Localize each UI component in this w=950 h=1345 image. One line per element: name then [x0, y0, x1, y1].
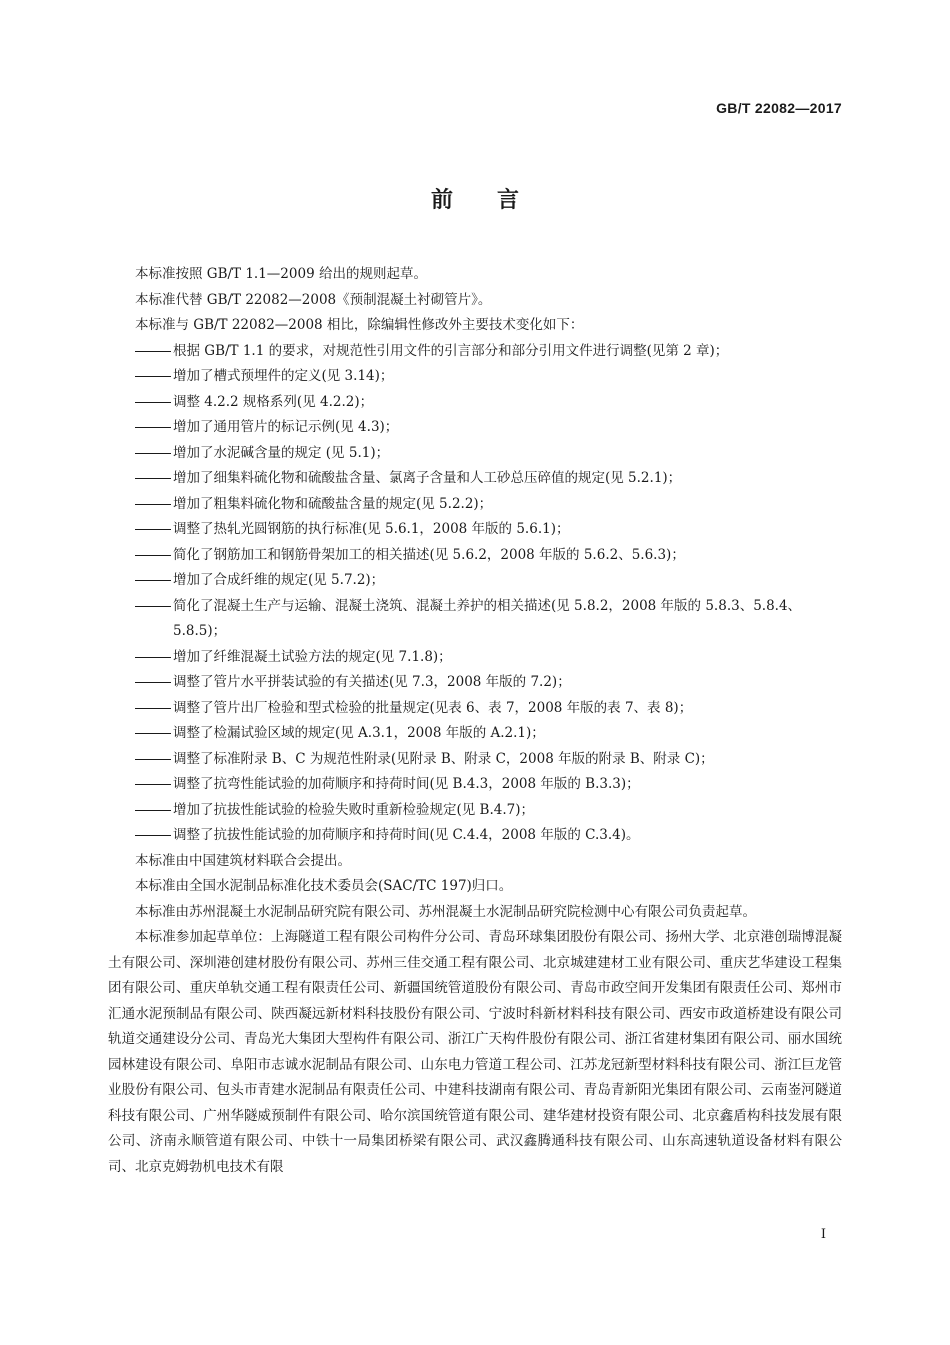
dash-mark: [135, 580, 171, 581]
paragraph-replaces: 本标准代替 GB/T 22082—2008《预制混凝土衬砌管片》。: [135, 291, 492, 308]
paragraph-technical-committee: 本标准由全国水泥制品标准化技术委员会(SAC/TC 197)归口。: [135, 878, 513, 894]
list-item: 调整了管片水平拼装试验的有关描述(见 7.3，2008 年版的 7.2)；: [108, 670, 842, 696]
list-item: 增加了纤维混凝土试验方法的规定(见 7.1.8)；: [108, 645, 842, 671]
list-item: 调整了标准附录 B、C 为规范性附录(见附录 B、附录 C，2008 年版的附录 B、附录 C)；: [108, 747, 842, 773]
paragraph-proposed-by: 本标准由中国建筑材料联合会提出。: [135, 852, 351, 869]
dash-mark: [135, 427, 171, 428]
list-item: 调整了管片出厂检验和型式检验的批量规定(见表 6、表 7，2008 年版的表 7、表 8)；: [108, 696, 842, 722]
page-number: I: [820, 1227, 826, 1242]
list-item: 调整 4.2.2 规格系列(见 4.2.2)；: [108, 390, 842, 416]
dash-mark: [135, 784, 171, 785]
dash-mark: [135, 708, 171, 709]
list-item: 简化了混凝土生产与运输、混凝土浇筑、混凝土养护的相关描述(见 5.8.2，2008 年版的 5.8.3、5.8.4、5.8.5)；: [108, 594, 842, 645]
paragraph-drafting-rules: 本标准按照 GB/T 1.1—2009 给出的规则起草。: [135, 266, 427, 282]
paragraph-drafting-organizations: 本标准由苏州混凝土水泥制品研究院有限公司、苏州混凝土水泥制品研究院检测中心有限公司负责起草。: [135, 903, 756, 920]
dash-mark: [135, 529, 171, 530]
dash-mark: [135, 402, 171, 403]
list-item: 根据 GB/T 1.1 的要求，对规范性引用文件的引言部分和部分引用文件进行调整(见第 2 章)；: [108, 339, 842, 365]
dash-mark: [135, 682, 171, 683]
dash-mark: [135, 478, 171, 479]
list-item: 增加了合成纤维的规定(见 5.7.2)；: [108, 568, 842, 594]
dash-mark: [135, 759, 171, 760]
dash-mark: [135, 376, 171, 377]
dash-mark: [135, 453, 171, 454]
paragraph-changes-intro: 本标准与 GB/T 22082—2008 相比，除编辑性修改外主要技术变化如下：: [135, 317, 584, 333]
list-item: 增加了水泥碱含量的规定 (见 5.1)；: [108, 441, 842, 467]
list-item: 增加了细集料硫化物和硫酸盐含量、氯离子含量和人工砂总压碎值的规定(见 5.2.1)；: [108, 466, 842, 492]
list-item: 调整了热轧光圆钢筋的执行标准(见 5.6.1，2008 年版的 5.6.1)；: [108, 517, 842, 543]
dash-mark: [135, 810, 171, 811]
list-item: 简化了钢筋加工和钢筋骨架加工的相关描述(见 5.6.2，2008 年版的 5.6.2、5.6.3)；: [108, 543, 842, 569]
dash-mark: [135, 657, 171, 658]
dash-mark: [135, 504, 171, 505]
page-title: 前言: [430, 188, 563, 213]
list-item: 增加了槽式预埋件的定义(见 3.14)；: [108, 364, 842, 390]
dash-mark: [135, 733, 171, 734]
dash-mark: [135, 606, 171, 607]
changes-list: [108, 339, 842, 849]
list-item: 调整了抗弯性能试验的加荷顺序和持荷时间(见 B.4.3，2008 年版的 B.3.3)；: [108, 772, 842, 798]
dash-mark: [135, 351, 171, 352]
list-item: 增加了通用管片的标记示例(见 4.3)；: [108, 415, 842, 441]
document-code: GB/T 22082—2017: [716, 100, 842, 116]
dash-mark: [135, 555, 171, 556]
paragraph-participating-organizations: 本标准参加起草单位：上海隧道工程有限公司构件分公司、青岛环球集团股份有限公司、扬州大学、北京港创瑞博混凝土有限公司、深圳港创建材股份有限公司、苏州三佳交通工程有限公司、北京城建建材工业有限公司、重庆艺华建设工程集团有限公司、重庆单轨交通工程有限责任公司、新疆国统管道股份有限公司、青岛市政空间开发集团有限责任公司、郑州市汇通水泥预制品有限公司、陕西凝远新材料科技股份有限公司、宁波时科新材料科技有限公司、西安市政道桥建设有限公司轨道交通建设分公司、青岛光大集团大型构件有限公司、浙江广天构件股份有限公司、浙江省建材集团有限公司、丽水国统园林建设有限公司、阜阳市志诚水泥制品有限公司、山东电力管道工程公司、江苏龙冠新型材料科技有限公司、浙江巨龙管业股份有限公司、包头市青建水泥制品有限责任公司、中建科技湖南有限公司、青岛青新阳光集团有限公司、云南崟河隧道科技有限公司、广州华隧威预制件有限公司、哈尔滨国统管道有限公司、建华建材投资有限公司、北京鑫盾构科技发展有限公司、济南永顺管道有限公司、中铁十一局集团桥梁有限公司、武汉鑫腾通科技有限公司、山东高速轨道设备材料有限公司、北京克姆勃机电技术有限: [108, 929, 842, 1175]
list-item: 增加了抗拔性能试验的检验失败时重新检验规定(见 B.4.7)；: [108, 798, 842, 824]
dash-mark: [135, 835, 171, 836]
list-item: 调整了检漏试验区域的规定(见 A.3.1，2008 年版的 A.2.1)；: [108, 721, 842, 747]
list-item: 增加了粗集料硫化物和硫酸盐含量的规定(见 5.2.2)；: [108, 492, 842, 518]
list-item: 调整了抗拔性能试验的加荷顺序和持荷时间(见 C.4.4，2008 年版的 C.3.4)。: [108, 823, 842, 849]
foreword-body: [108, 262, 842, 1180]
